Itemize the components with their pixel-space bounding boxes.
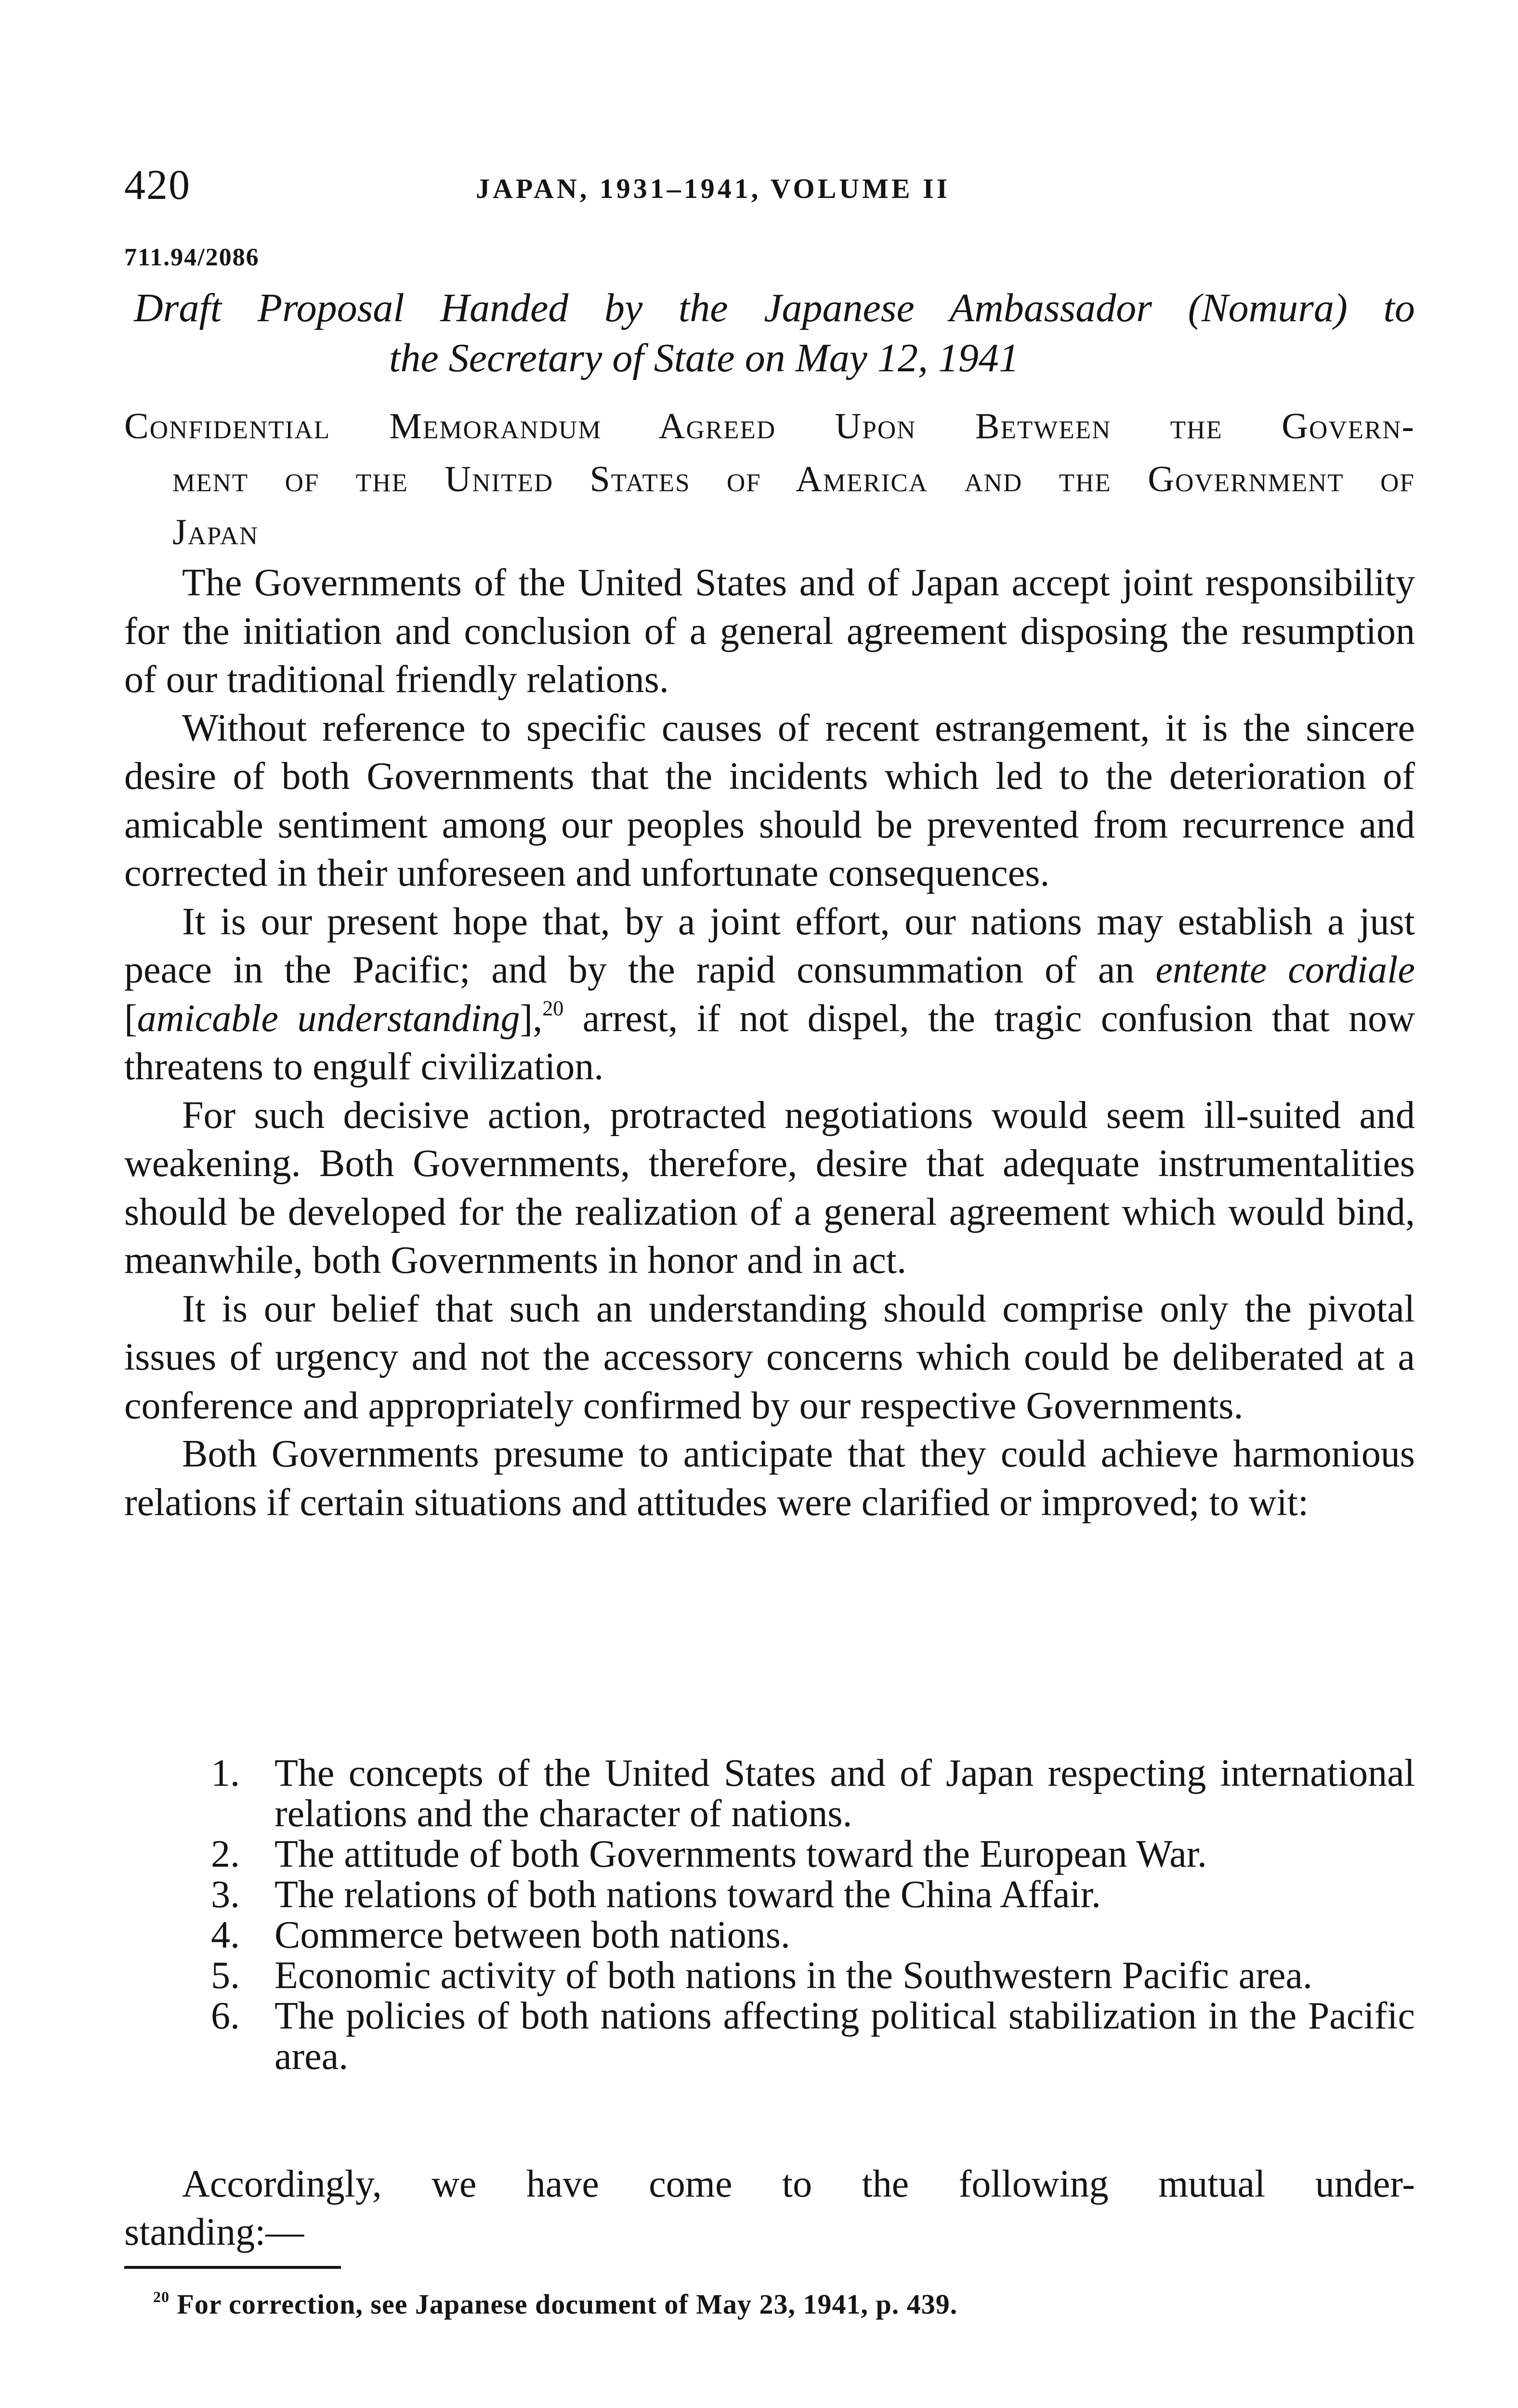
paragraph-2: Without reference to specific causes of recent estrangement, it is the sincere desire of both Governments that the incidents which led to the deterioration of amicable sentiment among our peoples should be prevented from recurrence and corrected in their unforeseen and unfortunate consequences. — [124, 707, 1415, 894]
list-item-text: Economic activity of both nations in the Southwestern Pacific area. — [275, 1954, 1312, 1997]
list-item-text: The policies of both nations affecting political stabilization in the Pacific area. — [275, 1995, 1415, 2078]
list-item-text: The attitude of both Governments toward the European War. — [275, 1833, 1207, 1875]
list-item-number: 4. — [211, 1914, 240, 1956]
memo-heading — [124, 400, 1415, 559]
list-item-number: 1. — [211, 1752, 240, 1794]
paragraph-3-italic-1: entente cordiale — [1155, 949, 1415, 991]
caption-line-2: the Secretary of State on May 12, 1941 — [389, 336, 1019, 380]
document-caption — [134, 283, 1415, 383]
running-head — [124, 159, 1415, 212]
list-item-number: 6. — [211, 1995, 240, 2037]
paragraph-3-part-a: It is our present hope that, by a joint effort, our nations may establish a just peace in the Pacific; and by the rapid consummation of an — [124, 900, 1415, 991]
list-item — [124, 1874, 1415, 1915]
footnote-marker: 20 — [153, 2289, 170, 2306]
memo-heading-line-3: Japan — [172, 512, 259, 552]
footnote — [153, 2285, 1386, 2324]
paragraph-3-italic-2: amicable understanding — [137, 997, 520, 1040]
paragraph-1: The Governments of the United States and of Japan accept joint responsibility for the initiation and conclusion of a general agreement disposing the resumption of our traditional friendly relations. — [124, 562, 1415, 701]
closing-line-2: standing:— — [124, 2211, 304, 2253]
list-item — [124, 1834, 1415, 1874]
list-item-text: The relations of both nations toward the China Affair. — [275, 1873, 1101, 1916]
paragraph-6: Both Governments presume to anticipate that they could achieve harmonious relations if certain situations and attitudes were clarified or improved; to wit: — [124, 1433, 1415, 1524]
paragraph-5: It is our belief that such an understanding should comprise only the pivotal issues of urgency and not the accessory concerns which could be deliberated at a conference and appropriately confirmed by our respective Governments. — [124, 1287, 1415, 1427]
caption-line-1: Draft Proposal Handed by the Japanese Ambassador (Nomura) to — [134, 286, 1415, 330]
running-title: JAPAN, 1931–1941, VOLUME II — [476, 173, 951, 204]
footnote-divider — [124, 2266, 341, 2269]
closing-line-1: Accordingly, we have come to the following mutual under- — [182, 2163, 1415, 2205]
file-number: 711.94/2086 — [124, 244, 260, 271]
paragraph-3-part-c: ], — [520, 997, 543, 1040]
list-item — [124, 1915, 1415, 1955]
list-item — [124, 1753, 1415, 1834]
footnote-reference: 20 — [542, 996, 564, 1020]
footnote-text: For correction, see Japanese document of May 23, 1941, p. 439. — [169, 2289, 958, 2320]
list-item-text: The concepts of the United States and of Japan respecting international relations and the character of nations. — [275, 1752, 1415, 1835]
body-text — [124, 559, 1415, 1527]
paragraph-3-part-b: [ — [124, 997, 137, 1040]
paragraph-3 — [124, 898, 1415, 1091]
list-item — [124, 1996, 1415, 2077]
page-number: 420 — [124, 162, 191, 209]
memo-heading-line-2: ment of the United States of America and the Government of — [172, 459, 1415, 499]
memo-heading-line-1: Confidential Memorandum Agreed Upon Between the Govern- — [124, 406, 1415, 446]
list-item-number: 5. — [211, 1954, 240, 1997]
paragraph-4: For such decisive action, protracted negotiations would seem ill-suited and weakening. Both Governments, therefore, desire that adequate instrumentalities should be developed for the realization of a general agreement which would bind, meanwhile, both Governments in honor and in act. — [124, 1094, 1415, 1282]
list-item — [124, 1955, 1415, 1996]
list-item-number: 3. — [211, 1873, 240, 1916]
paragraph-3-part-d: arrest, if not dispel, the tragic confusion that now threatens to engulf civilization. — [124, 997, 1415, 1088]
numbered-list — [124, 1753, 1415, 2077]
list-item-text: Commerce between both nations. — [275, 1914, 790, 1956]
list-item-number: 2. — [211, 1833, 240, 1875]
